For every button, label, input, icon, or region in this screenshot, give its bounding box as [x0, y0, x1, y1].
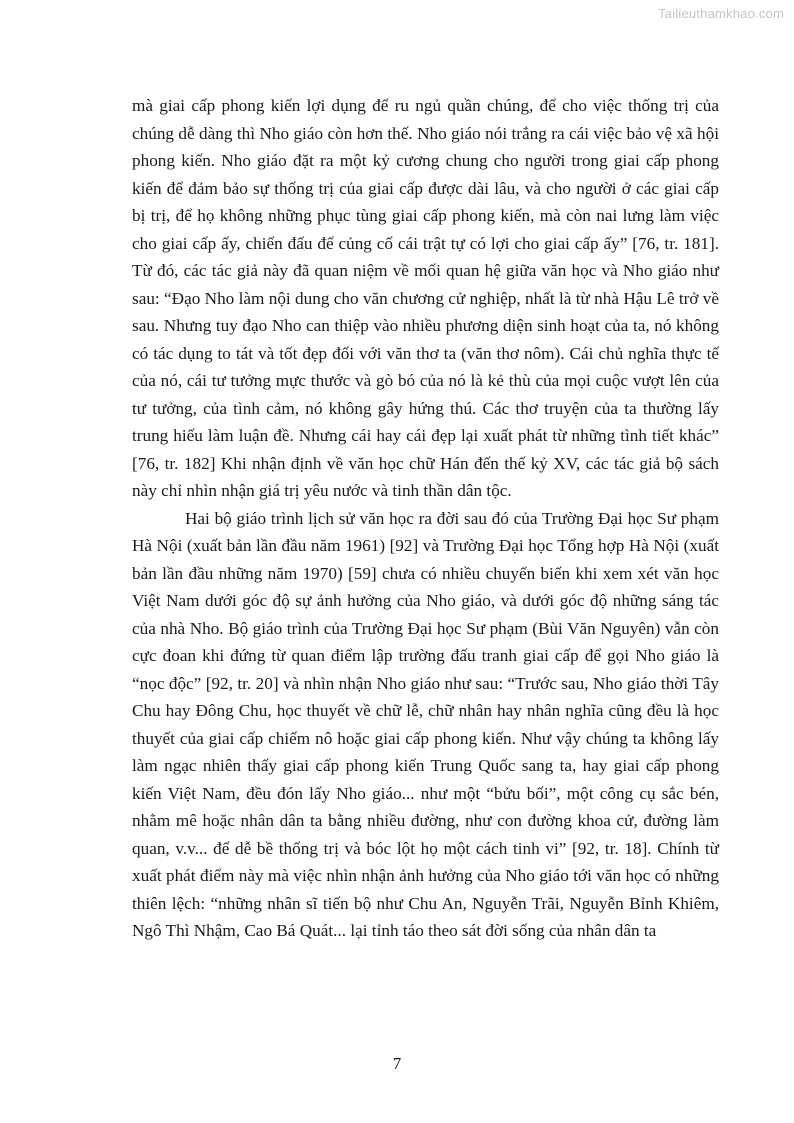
paragraph: mà giai cấp phong kiến lợi dụng để ru ngủ quần chúng, để cho việc thống trị của chúng dễ dàng thì Nho giáo còn hơn thế. Nho giáo nói trắng ra cái việc bảo vệ xã hội phong kiến. Nho giáo đặt ra một kỷ cương chung cho người trong giai cấp phong kiến để đảm bảo sự thống trị của giai cấp được dài lâu, và cho người ở các giai cấp bị trị, để họ không những phục tùng giai cấp phong kiến, mà còn nai lưng làm việc cho giai cấp ấy, chiến đấu để củng cố cái trật tự có lợi cho giai cấp ấy” [76, tr. 181]. Từ đó, các tác giả này đã quan niệm về mối quan hệ giữa văn học và Nho giáo như sau: “Đạo Nho làm nội dung cho văn chương cử nghiệp, nhất là từ nhà Hậu Lê trở về sau. Nhưng tuy đạo Nho can thiệp vào nhiều phương diện sinh hoạt của ta, nó không có tác dụng to tát và tốt đẹp đối với văn thơ ta (văn thơ nôm). Cái chủ nghĩa thực tế của nó, cái tư tưởng mực thước và gò bó của nó là kẻ thù của mọi cuộc vượt lên của tư tưởng, của tình cảm, nó không gây hứng thú. Các thơ truyện của ta thường lấy trung hiếu làm luận đề. Nhưng cái hay cái đẹp lại xuất phát từ những tình tiết khác” [76, tr. 182] Khi nhận định về văn học chữ Hán đến thế kỷ XV, các tác giả bộ sách này chỉ nhìn nhận giá trị yêu nước và tinh thần dân tộc. [132, 96, 719, 500]
page-body [132, 92, 719, 945]
paragraph: Hai bộ giáo trình lịch sử văn học ra đời sau đó của Trường Đại học Sư phạm Hà Nội (xuất bản lần đầu năm 1961) [92] và Trường Đại học Tổng hợp Hà Nội (xuất bản lần đầu những năm 1970) [59] chưa có nhiều chuyển biến khi xem xét văn học Việt Nam dưới góc độ sự ảnh hưởng của Nho giáo, và dưới góc độ những sáng tác của nhà Nho. Bộ giáo trình của Trường Đại học Sư phạm (Bùi Văn Nguyên) vẫn còn cực đoan khi đứng từ quan điểm lập trường đấu tranh giai cấp để gọi Nho giáo là “nọc độc” [92, tr. 20] và nhìn nhận Nho giáo như sau: “Trước sau, Nho giáo thời Tây Chu hay Đông Chu, học thuyết về chữ lễ, chữ nhân hay nhân nghĩa cũng đều là học thuyết của giai cấp chiếm nô hoặc giai cấp phong kiến. Như vậy chúng ta không lấy làm ngạc nhiên thấy giai cấp phong kiến Trung Quốc sang ta, hay giai cấp phong kiến Việt Nam, đều đón lấy Nho giáo... như một “bửu bối”, một công cụ sắc bén, nhằm mê hoặc nhân dân ta bằng nhiều đường, như con đường khoa cử, đường làm quan, v.v... để dễ bề thống trị và bóc lột họ một cách tinh vi” [92, tr. 18]. Chính từ xuất phát điểm này mà việc nhìn nhận ảnh hưởng của Nho giáo tới văn học có những thiên lệch: “những nhân sĩ tiến bộ như Chu An, Nguyễn Trãi, Nguyễn Bỉnh Khiêm, Ngô Thì Nhậm, Cao Bá Quát... lại tỉnh táo theo sát đời sống của nhân dân ta [132, 508, 719, 940]
page-number: 7 [392, 1054, 402, 1073]
watermark: Tailieuthamkhao.com [658, 6, 784, 21]
